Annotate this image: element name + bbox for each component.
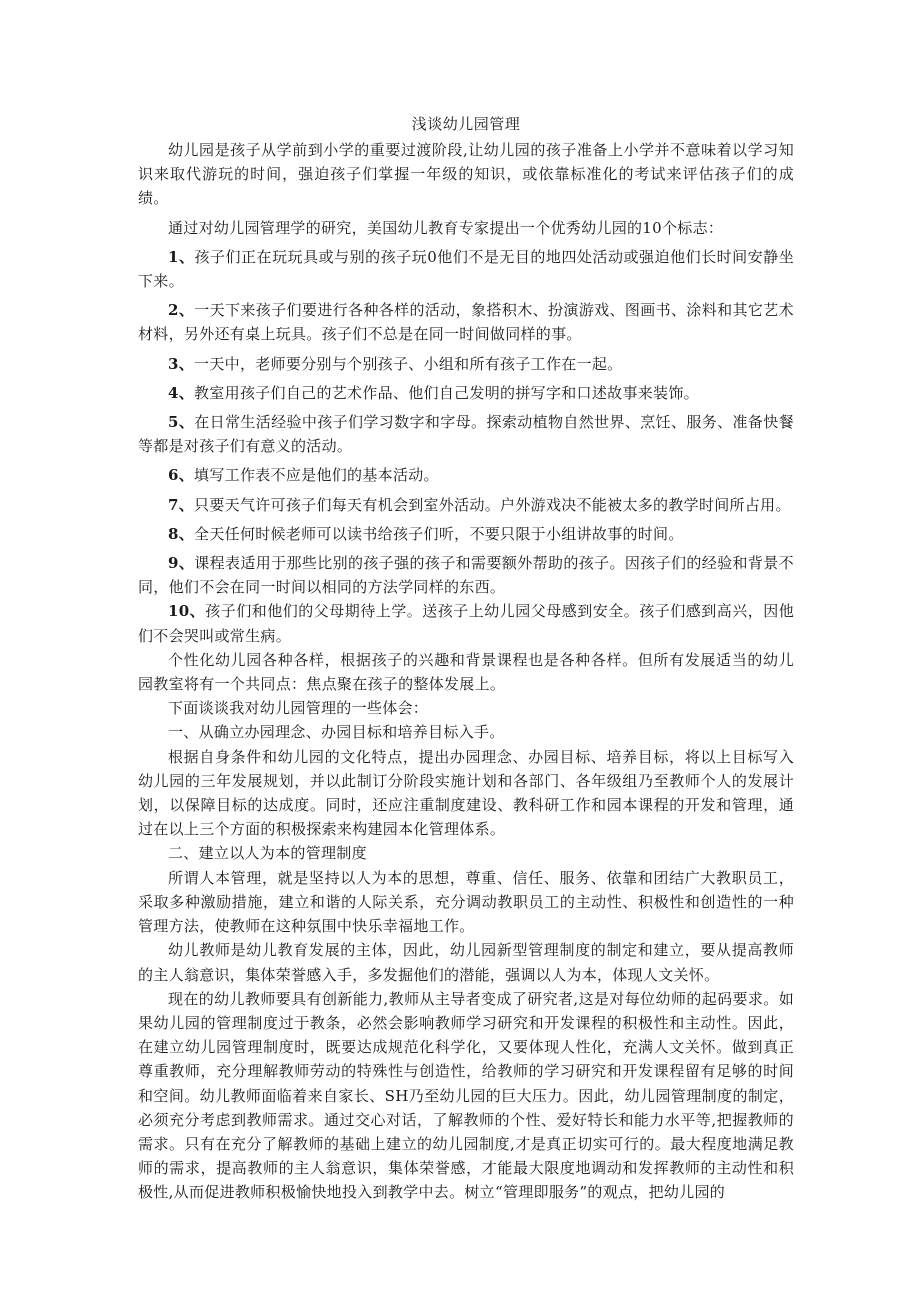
body-paragraph: 现在的幼儿教师要具有创新能力,教师从主导者变成了研究者,这是对每位幼师的起码要求。如果幼儿园的管理制度过于教条，必然会影响教师学习研究和开发课程的积极性和主动性。因此，在建立幼儿园管理制度时，既要达成规范化科学化，又要体现人性化，充满人文关怀。做到真正尊重教师，充分理解教师劳动的特殊性与创造性，给教师的学习研究和开发课程留有足够的时间和空间。幼儿教师面临着来自家长、SH乃至幼儿园的巨大压力。因此，幼儿园管理制度的制定，必须充分考虑到教师需求。通过交心对话，了解教师的个性、爱好特长和能力水平等,把握教师的需求。只有在充分了解教师的基础上建立的幼儿园制度,才是真正切实可行的。最大程度地满足教师的需求，提高教师的主人翁意识，集体荣誉感，才能最大限度地调动和发挥教师的主动性和积极性,从而促进教师积极愉快地投入到教学中去。树立“管理即服务”的观点，把幼儿园的 — [138, 989, 794, 1202]
intro-paragraph: 通过对幼儿园管理学的研究，美国幼儿教育专家提出一个优秀幼儿园的10个标志： — [168, 218, 724, 237]
criterion-number: 3、 — [168, 354, 195, 373]
criterion-item — [138, 352, 794, 376]
criterion-text: 课程表适用于那些比别的孩子强的孩子和需要额外帮助的孩子。因孩子们的经验和背景不同，他们不会在同一时间以相同的方法学同样的东西。 — [138, 554, 794, 597]
criterion-item — [138, 599, 794, 647]
criterion-item — [138, 522, 794, 546]
criterion-item — [138, 245, 794, 293]
criterion-text: 教室用孩子们自己的艺术作品、他们自己发明的拼写字和口述故事来装饰。 — [194, 383, 699, 402]
criterion-text: 在日常生活经验中孩子们学习数字和字母。探索动植物自然世界、烹饪、服务、准备快餐等都是对孩子们有意义的活动。 — [138, 413, 794, 456]
criterion-number: 7、 — [168, 495, 195, 514]
criterion-item — [138, 410, 794, 458]
criterion-item — [138, 551, 794, 599]
criterion-text: 孩子们正在玩玩具或与别的孩子玩0他们不是无目的地四处活动或强迫他们长时间安静坐下来。 — [138, 247, 794, 291]
body-paragraph: 根据自身条件和幼儿园的文化特点，提出办园理念、办园目标、培养目标，将以上目标写入幼儿园的三年发展规划，并以此制订分阶段实施计划和各部门、各年级组乃至教师个人的发展计划，以保障目标的达成度。同时，还应注重制度建设、教科研工作和园本课程的开发和管理，通过在以上三个方面的积极探索来构建园本化管理体系。 — [138, 747, 794, 839]
criterion-number: 10、 — [168, 602, 206, 621]
criterion-text: 只要天气许可孩子们每天有机会到室外活动。户外游戏决不能被太多的教学时间所占用。 — [194, 495, 791, 514]
criterion-item — [138, 381, 794, 405]
criterion-number: 1、 — [168, 247, 195, 266]
criterion-text: 一天中，老师要分别与个别孩子、小组和所有孩子工作在一起。 — [194, 354, 623, 373]
body-paragraph: 所谓人本管理，就是坚持以人为本的思想，尊重、信任、服务、依靠和团结广大教职员工，采取多种激励措施，建立和谐的人际关系，充分调动教职员工的主动性、积极性和创造性的一种管理方法，使教师在这种氛围中快乐幸福地工作。 — [138, 868, 794, 936]
criterion-text: 一天下来孩子们要进行各种各样的活动，象搭积木、扮演游戏、图画书、涂料和其它艺术材料，另外还有桌上玩具。孩子们不总是在同一时间做同样的事。 — [138, 301, 794, 344]
criterion-text: 全天任何时候老师可以读书给孩子们听，不要只限于小组讲故事的时间。 — [194, 524, 684, 543]
body-paragraph: 幼儿教师是幼儿教育发展的主体，因此，幼儿园新型管理制度的制定和建立，要从提高教师的主人翁意识，集体荣誉感入手，多发掘他们的潜能，强调以人为本，体现人文关怀。 — [138, 941, 794, 984]
section-heading: 一、从确立办园理念、办园目标和培养目标入手。 — [168, 723, 505, 742]
criterion-number: 8、 — [168, 524, 195, 543]
criterion-item — [138, 463, 794, 487]
body-paragraph: 个性化幼儿园各种各样，根据孩子的兴趣和背景课程也是各种各样。但所有发展适当的幼儿园教室将有一个共同点：焦点聚在孩子的整体发展上。 — [138, 650, 794, 694]
criterion-text: 孩子们和他们的父母期待上学。送孩子上幼儿园父母感到安全。孩子们感到高兴，因他们不会哭叫或常生病。 — [138, 602, 795, 645]
body-paragraph: 下面谈谈我对幼儿园管理的一些体会： — [168, 699, 429, 718]
document-page — [138, 112, 794, 1205]
criterion-number: 5、 — [168, 413, 195, 432]
criterion-number: 6、 — [168, 466, 195, 485]
criterion-item — [138, 298, 794, 346]
document-title: 浅谈幼儿园管理 — [411, 115, 521, 133]
criterion-number: 9、 — [168, 554, 195, 573]
criterion-item — [138, 493, 794, 517]
criterion-number: 4、 — [168, 383, 195, 402]
criterion-text: 填写工作表不应是他们的基本活动。 — [194, 466, 439, 485]
intro-paragraph: 幼儿园是孩子从学前到小学的重要过渡阶段,让幼儿园的孩子准备上小学并不意味着以学习知识来取代游玩的时间，强迫孩子们掌握一年级的知识，或依靠标准化的考试来评估孩子们的成绩。 — [138, 141, 794, 208]
criterion-number: 2、 — [168, 301, 195, 320]
section-heading: 二、建立以人为本的管理制度 — [168, 844, 367, 863]
